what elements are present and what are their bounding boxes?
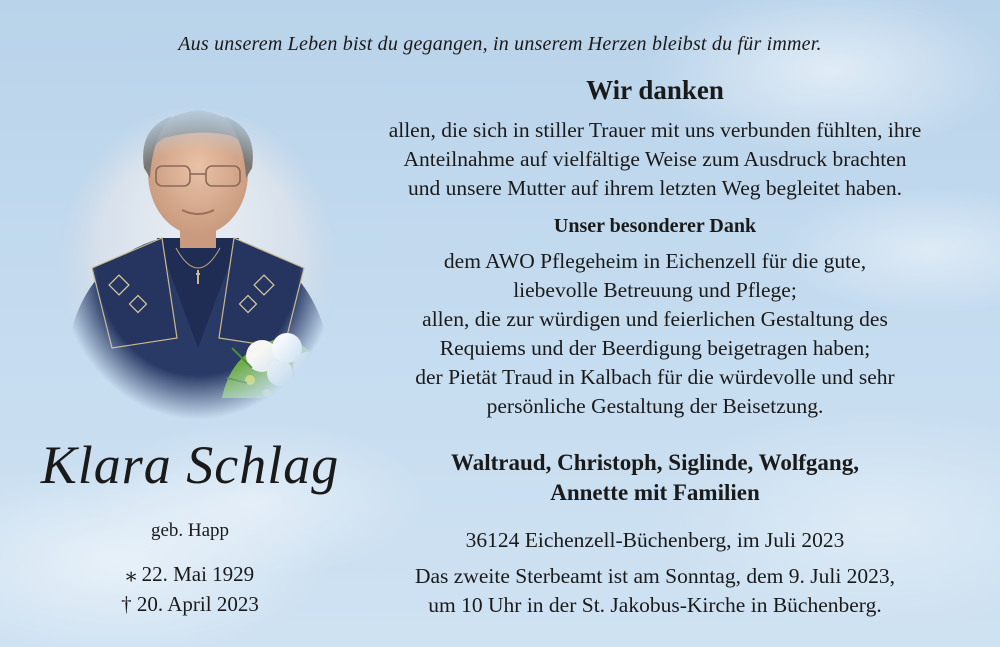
family-line: Annette mit Familien <box>550 480 760 505</box>
thanks-line: und unsere Mutter auf ihrem letzten Weg begleitet haben. <box>408 176 902 200</box>
deceased-name: Klara Schlag <box>40 435 340 495</box>
thanks-heading: Wir danken <box>586 75 724 105</box>
special-thanks-line: liebevolle Betreuung und Pflege; <box>513 278 797 302</box>
service-info <box>330 562 980 620</box>
birth-name: geb. Happ <box>150 520 230 541</box>
special-thanks-line: persönliche Gestaltung der Beisetzung. <box>486 394 824 418</box>
family-names <box>330 448 980 508</box>
death-date: † 20. April 2023 <box>121 592 259 616</box>
special-thanks-line: dem AWO Pflegeheim in Eichenzell für die gute, <box>443 249 867 273</box>
service-line: um 10 Uhr in der St. Jakobus-Kirche in Büchenberg. <box>428 593 882 617</box>
special-thanks-line: Requiems und der Beerdigung beigetragen haben; <box>439 336 871 360</box>
special-thanks-line: allen, die zur würdigen und feierlichen Gestaltung des <box>422 307 888 331</box>
family-line: Waltraud, Christoph, Siglinde, Wolfgang, <box>451 450 859 475</box>
special-thanks-text <box>330 247 980 421</box>
thanks-text <box>330 116 980 203</box>
portrait-photo <box>52 98 344 426</box>
place-date: 36124 Eichenzell-Büchenberg, im Juli 2023 <box>465 528 845 552</box>
service-line: Das zweite Sterbeamt ist am Sonntag, dem 9. Juli 2023, <box>414 564 896 588</box>
special-thanks-line: der Pietät Traud in Kalbach für die würdevolle und sehr <box>415 365 895 389</box>
special-thanks-heading: Unser besonderer Dank <box>553 215 757 237</box>
thanks-line: allen, die sich in stiller Trauer mit uns verbunden fühlten, ihre <box>388 118 922 142</box>
motto: Aus unserem Leben bist du gegangen, in unserem Herzen bleibst du für immer. <box>178 33 822 55</box>
thanks-line: Anteilnahme auf vielfältige Weise zum Ausdruck brachten <box>403 147 907 171</box>
birth-date: ⁎ 22. Mai 1929 <box>125 562 255 586</box>
